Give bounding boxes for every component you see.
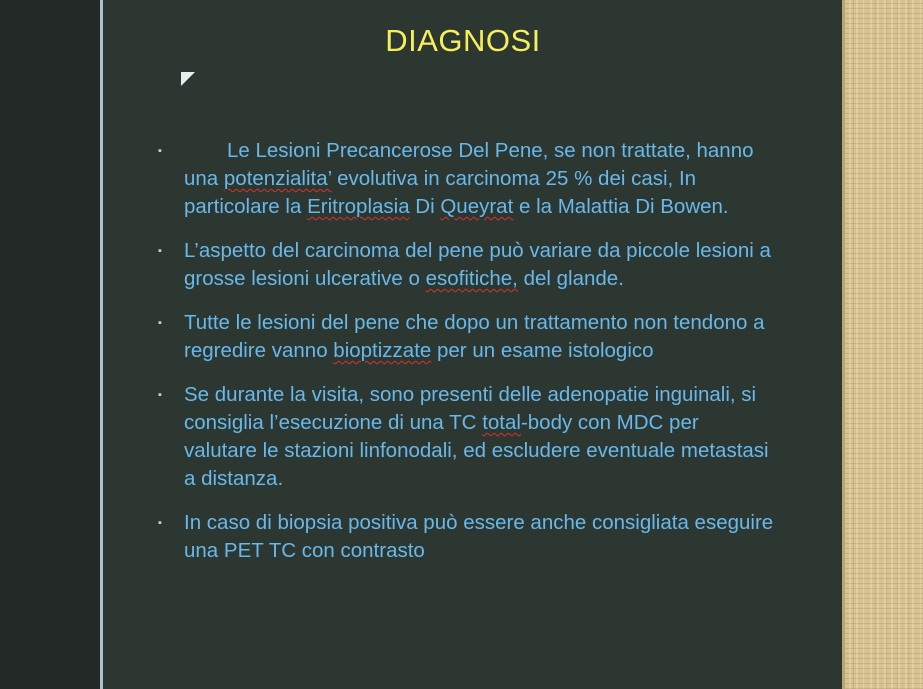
spellcheck-word: Queyrat	[440, 195, 514, 218]
bullet-text: In caso di biopsia positiva può essere anche consigliata eseguire una PET TC con contrasto	[184, 511, 774, 562]
bullet-marker-icon: ▪	[158, 145, 162, 157]
bullet-list[interactable]	[155, 137, 775, 581]
bullet-marker-icon: ▪	[158, 517, 162, 529]
bullet-text: e la Malattia Di Bowen.	[513, 195, 729, 218]
bullet-item-2[interactable]	[155, 237, 775, 293]
triangle-corner-icon	[181, 72, 195, 86]
bullet-item-5[interactable]	[155, 509, 775, 565]
bullet-text: evolutiva in carcinoma 25 % dei casi, In particolare la	[184, 167, 697, 218]
left-sidebar-band	[0, 0, 100, 689]
bullet-marker-icon: ▪	[158, 389, 162, 401]
bullet-item-3[interactable]	[155, 309, 775, 365]
right-panel-edge	[842, 0, 845, 689]
slide-title[interactable]: DIAGNOSI	[385, 23, 541, 58]
spellcheck-word: total	[482, 411, 521, 434]
bullet-text: L’aspetto del carcinoma del pene può variare da piccole lesioni a grosse lesioni ulcerative o	[184, 239, 771, 290]
bullet-marker-icon: ▪	[158, 245, 162, 257]
bullet-text: Tutte le lesioni del pene che dopo un trattamento non tendono a regredire vanno	[184, 311, 765, 362]
bullet-text: Di	[409, 195, 441, 218]
bullet-text: -body con MDC per valutare le stazioni linfonodali, ed escludere eventuale metastasi a distanza.	[184, 411, 769, 490]
bullet-item-1[interactable]	[155, 137, 775, 221]
spellcheck-word: bioptizzate	[333, 339, 432, 362]
spellcheck-word: esofitiche,	[425, 267, 518, 290]
spellcheck-word: potenzialita’	[223, 167, 332, 190]
bullet-text: per un esame istologico	[431, 339, 654, 362]
bullet-text: Le Lesioni Precancerose Del Pene, se non trattate, hanno una	[184, 139, 754, 190]
bullet-text: del glande.	[517, 267, 624, 290]
right-texture-panel	[842, 0, 923, 689]
bullet-marker-icon: ▪	[158, 317, 162, 329]
bullet-item-4[interactable]	[155, 381, 775, 493]
bullet-text: Se durante la visita, sono presenti delle adenopatie inguinali, si consiglia l’esecuzione di una TC	[184, 383, 757, 434]
spellcheck-word: Eritroplasia	[307, 195, 410, 218]
